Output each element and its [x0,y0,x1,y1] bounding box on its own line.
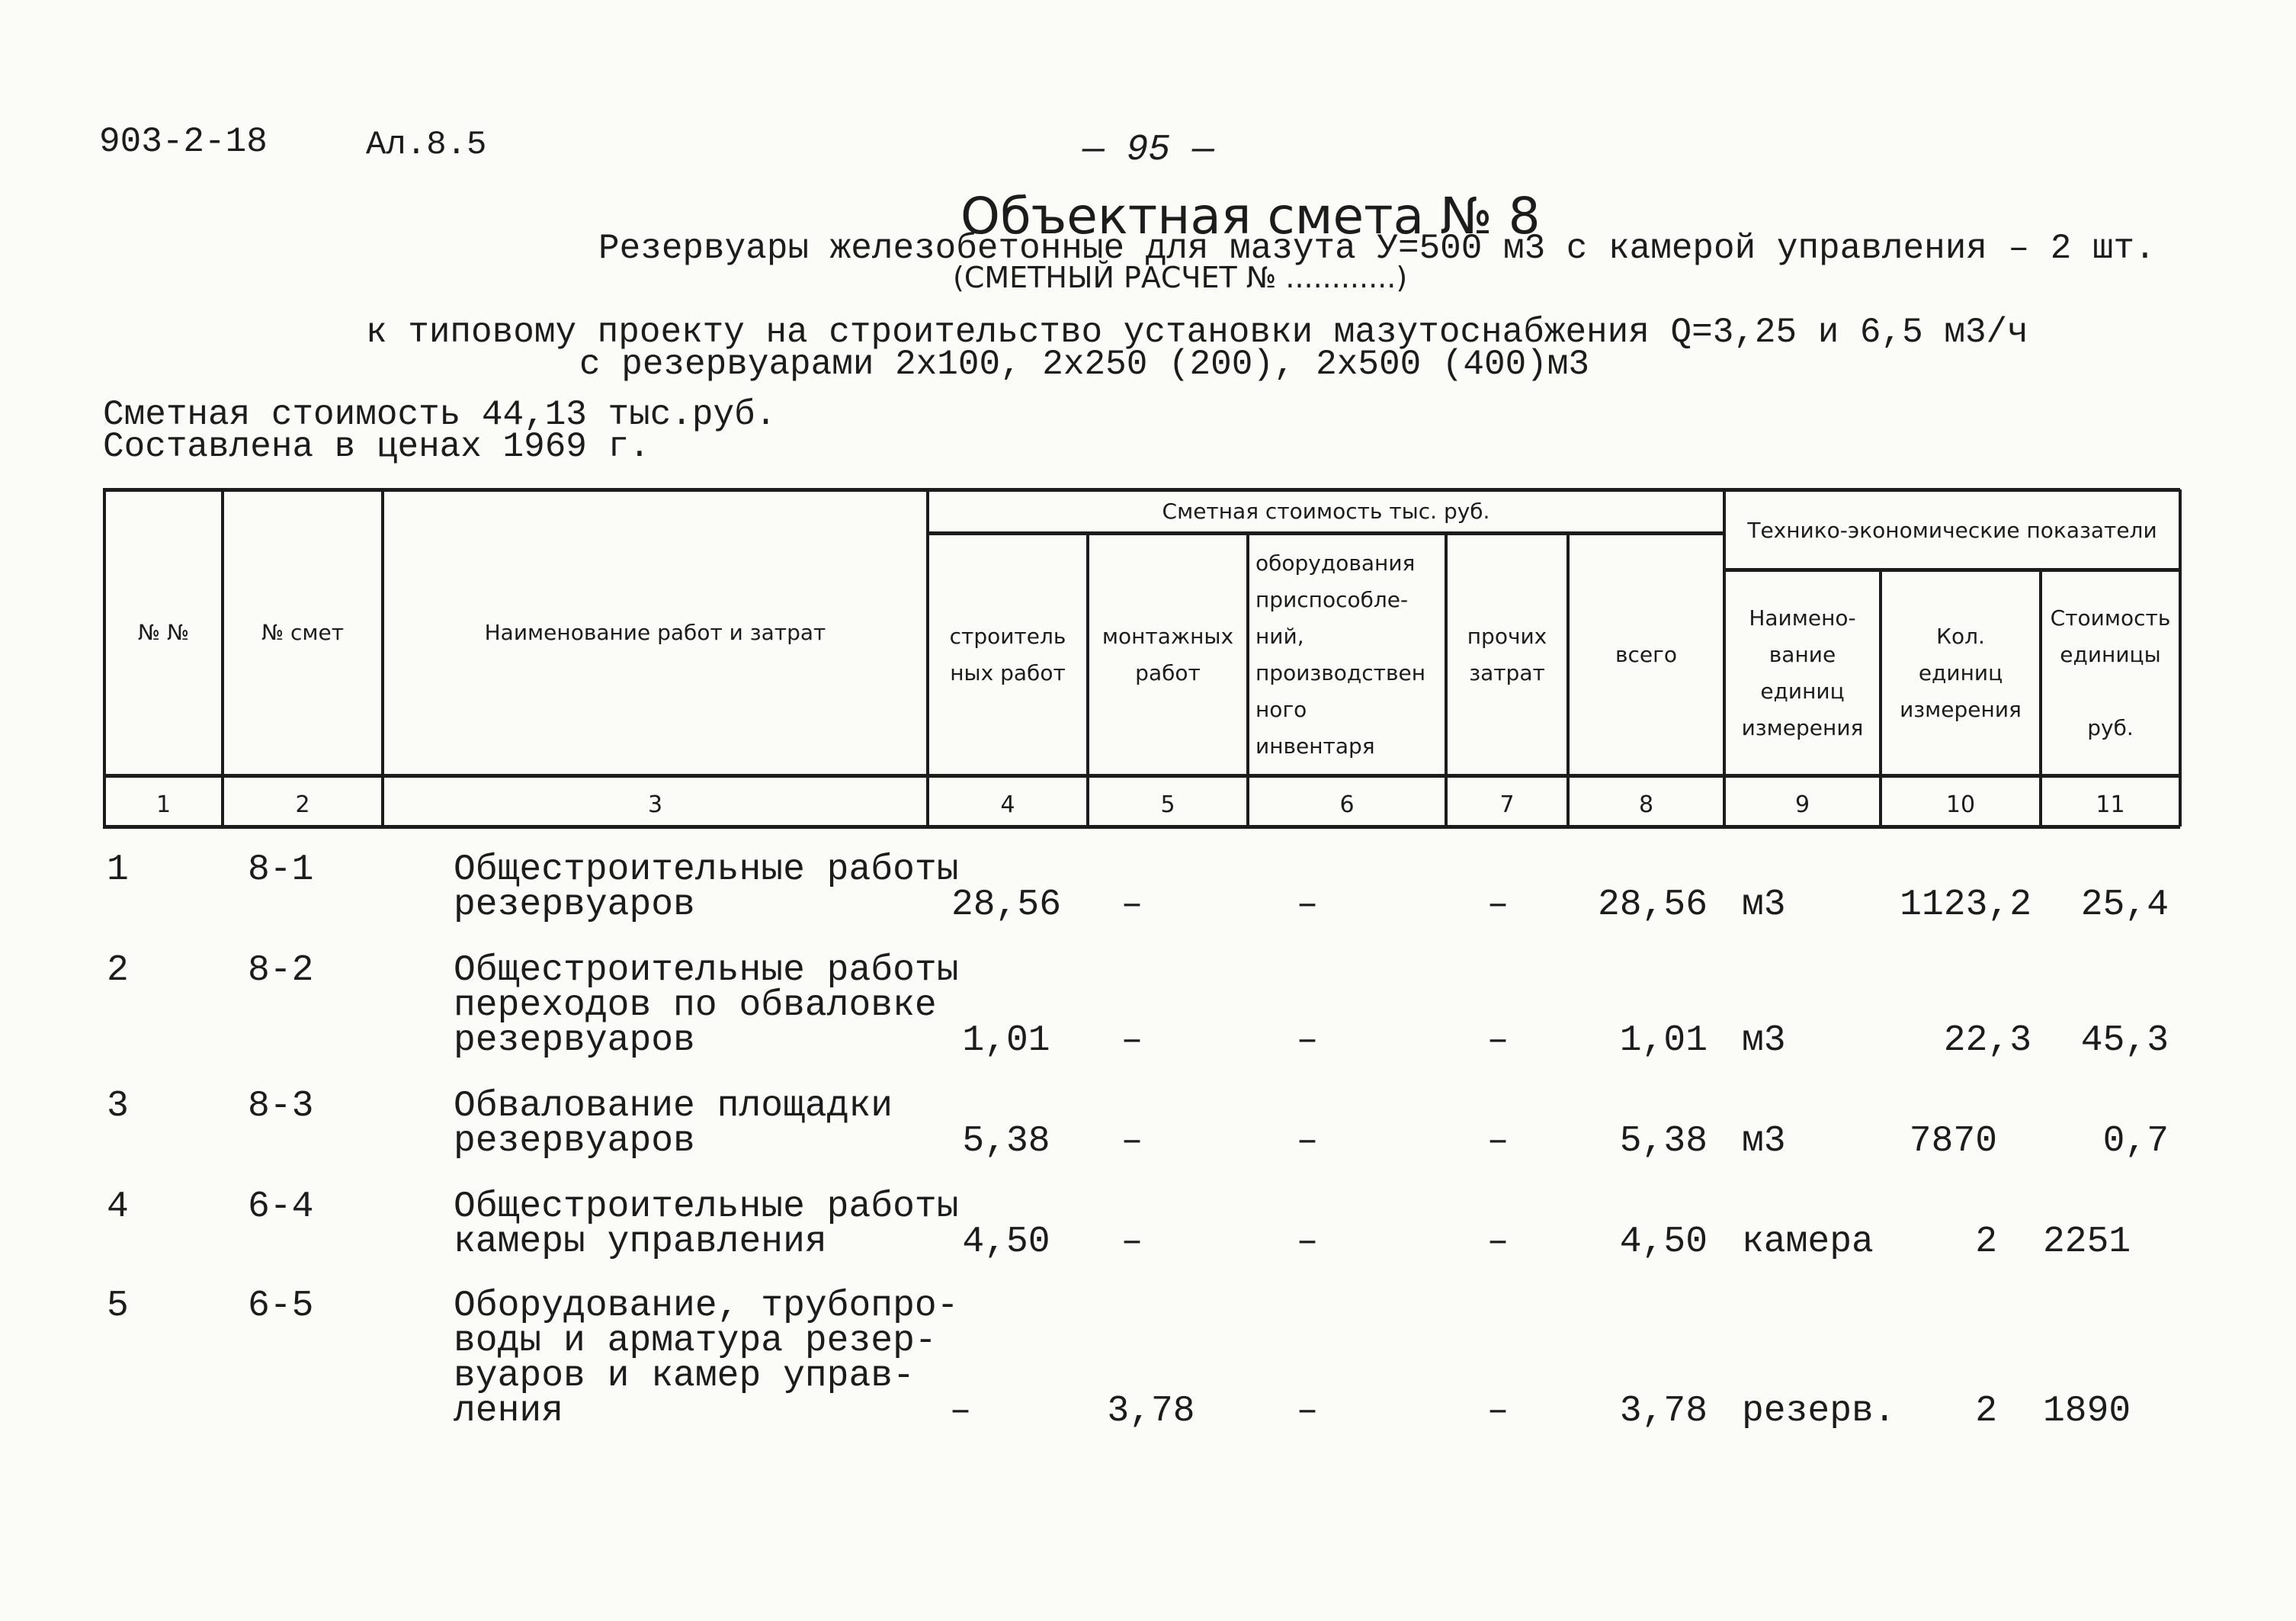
row-estimate-number: 8-2 [248,950,314,991]
row-unit-price: 1890 [2043,1391,2131,1432]
column-number: 11 [2096,791,2125,818]
row-installation-cost: 3,78 [1107,1391,1195,1432]
row-unit: резерв. [1742,1391,1896,1432]
row-quantity: 22,3 [1943,1020,2031,1061]
column-number: 6 [1339,791,1355,818]
row-number: 1 [107,849,129,891]
col-header-equipment: оборудования приспособле- ний, производствен ного инвентаря [1255,550,1426,759]
row-equipment-cost: – [1296,1221,1319,1263]
row-work-name: Обвалование площадки резервуаров [454,1086,893,1162]
col-header-total: всего [1615,641,1677,667]
row-equipment-cost: – [1296,884,1319,926]
row-total-cost: 1,01 [1619,1020,1708,1061]
estimate-title: Объектная смета № 8 [960,187,1541,246]
column-number: 8 [1638,791,1654,818]
row-unit-price: 45,3 [2080,1020,2169,1061]
header-bottom-rule [103,774,2180,778]
document-code: 903-2-18 [99,122,268,162]
row-work-name: Общестроительные работы переходов по обваловке резервуаров [454,950,959,1061]
tech-group-header: Технико-экономические показатели [1747,518,2157,543]
column-number: 10 [1945,791,1976,818]
row-other-cost: – [1486,1221,1509,1263]
row-unit-price: 25,4 [2080,884,2169,926]
row-construction-cost: 1,01 [962,1020,1050,1061]
col-header-unit: Наимено- вание единиц измерения [1741,605,1864,740]
row-installation-cost: – [1121,884,1143,926]
row-estimate-number: 6-5 [248,1286,314,1327]
row-construction-cost: – [949,1391,972,1432]
column-number: 2 [295,791,310,818]
row-unit: м3 [1742,1020,1786,1061]
row-construction-cost: 5,38 [962,1121,1050,1162]
row-number: 5 [107,1286,129,1327]
row-installation-cost: – [1121,1121,1143,1162]
row-estimate-number: 6-4 [248,1186,314,1228]
row-total-cost: 4,50 [1619,1221,1708,1263]
column-number: 4 [1000,791,1015,818]
row-equipment-cost: – [1296,1020,1319,1061]
row-unit: м3 [1742,1121,1786,1162]
row-equipment-cost: – [1296,1121,1319,1162]
column-number: 7 [1499,791,1515,818]
row-other-cost: – [1486,1020,1509,1061]
row-installation-cost: – [1121,1221,1143,1263]
project-line-1: к типовому проекту на строительство установки мазутоснабжения Q=3,25 и 6,5 м3/ч [366,313,2028,352]
project-line-2: с резервуарами 2х100, 2х250 (200), 2х500 (400)м3 [579,345,1590,384]
row-total-cost: 3,78 [1619,1391,1708,1432]
row-equipment-cost: – [1296,1391,1319,1432]
col-header-quantity: Кол. единиц измерения [1900,623,2022,722]
row-quantity: 1123,2 [1900,884,2031,926]
row-number: 3 [107,1086,129,1127]
row-unit-price: 2251 [2043,1221,2131,1263]
row-estimate-number: 8-1 [248,849,314,891]
column-number: 5 [1160,791,1175,818]
row-work-name: Общестроительные работы камеры управления [454,1186,959,1263]
prices-basis: Составлена в ценах 1969 г. [103,427,650,467]
row-unit: м3 [1742,884,1786,926]
row-number: 4 [107,1186,129,1228]
page-number: — 95 — [1082,130,1214,171]
row-quantity: 2 [1975,1221,1997,1263]
row-other-cost: – [1486,1391,1509,1432]
row-number: 2 [107,950,129,991]
row-installation-cost: – [1121,1020,1143,1061]
col-header-work-name: Наименование работ и затрат [484,620,826,645]
row-work-name: Оборудование, трубопро- воды и арматура резер- вуаров и камер управ- ления [454,1286,959,1432]
column-number: 9 [1794,791,1810,818]
row-construction-cost: 4,50 [962,1221,1050,1263]
row-other-cost: – [1486,884,1509,926]
row-total-cost: 5,38 [1619,1121,1708,1162]
row-construction-cost: 28,56 [951,884,1062,926]
cost-group-header: Сметная стоимость тыс. руб. [1162,499,1490,524]
row-other-cost: – [1486,1121,1509,1162]
row-estimate-number: 8-3 [248,1086,314,1127]
album-label: Ал.8.5 [366,126,487,164]
column-number: 3 [647,791,663,818]
estimate-subject: Резервуары железобетонные для мазута У=500 м3 с камерой управления – 2 шт. [598,229,2156,268]
col-header-unit-price: Стоимость единицы руб. [2050,605,2171,740]
calculation-reference: (СМЕТНЫЙ РАСЧЕТ № ............) [953,261,1408,294]
row-work-name: Общестроительные работы резервуаров [454,849,959,926]
col-header-installation: монтажных работ [1102,623,1234,685]
col-header-other: прочих затрат [1467,623,1547,685]
row-unit-price: 0,7 [2102,1121,2169,1162]
row-quantity: 7870 [1909,1121,1997,1162]
estimated-cost: Сметная стоимость 44,13 тыс.руб. [103,395,777,435]
col-header-construction: строитель ных работ [949,623,1066,685]
row-unit: камера [1742,1221,1874,1263]
row-quantity: 2 [1975,1391,1997,1432]
col-header-number: № № [137,620,190,645]
row-total-cost: 28,56 [1597,884,1708,926]
column-number: 1 [156,791,172,818]
col-header-estimate-number: № смет [261,620,345,645]
col-divider [2179,490,2182,827]
